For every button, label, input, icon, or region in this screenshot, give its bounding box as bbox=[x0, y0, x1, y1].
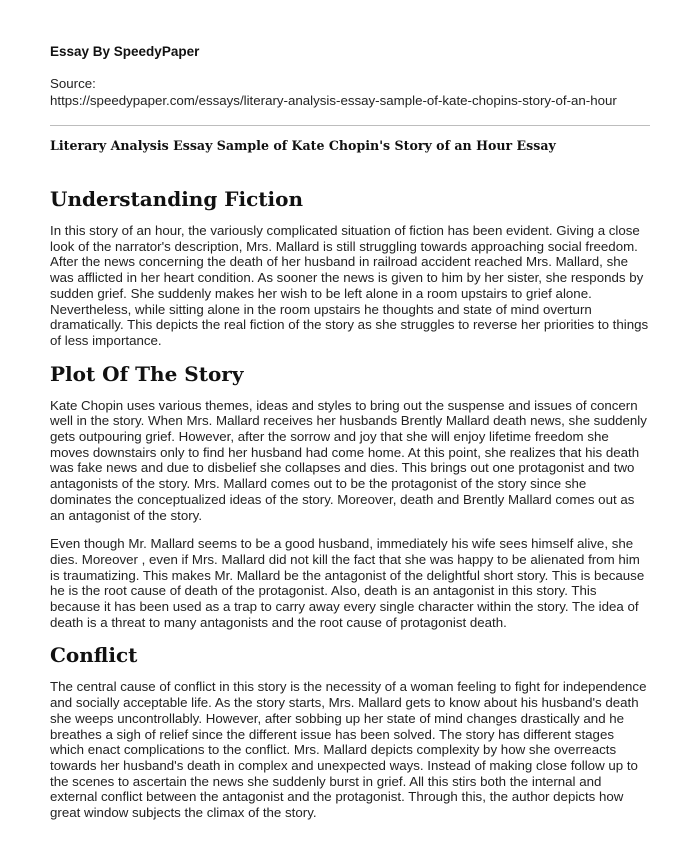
document-title: Literary Analysis Essay Sample of Kate Chopin's Story of an Hour Essay bbox=[50, 138, 556, 153]
brand-title: Essay By SpeedyPaper bbox=[50, 44, 200, 59]
section-heading: Plot Of The Story bbox=[50, 361, 244, 386]
source-url: https://speedypaper.com/essays/literary-analysis-essay-sample-of-kate-chopins-story-of-an-hour bbox=[50, 93, 617, 108]
paragraph: Even though Mr. Mallard seems to be a good husband, immediately his wife sees himself alive, she dies. Moreover , even if Mrs. Mallard did not kill the fact that she was happy to be alienated from him is traumatizing. This makes Mr. Mallard be the antagonist of the delightful short story. This is because he is the root cause of death of the protagonist. Also, death is an antagonist in this story. This because it has been used as a trap to carry away every single character within the story. The idea of death is a threat to many antagonists and the root cause of protagonist death. bbox=[50, 536, 645, 630]
paragraph: The central cause of conflict in this story is the necessity of a woman feeling to fight for independence and socially acceptable life. As the story starts, Mrs. Mallard gets to know about his husband's death she weeps uncontrollably. However, after sobbing up her state of mind changes drastically and he breathes a sigh of relief since the different issue has been solved. The story has different stages which enact complications to the conflict. Mrs. Mallard depicts complexity by how she overreacts towards her husband's death in complex and unexpected ways. Instead of making close follow up to the scenes to ascertain the news she suddenly burst in grief. All this stirs both the internal and external conflict between the antagonist and the protagonist. Through this, the author depicts how great window subjects the climax of the story. bbox=[50, 679, 647, 821]
section-understanding-fiction bbox=[50, 187, 650, 349]
source-label: Source: bbox=[50, 76, 96, 91]
section-heading: Understanding Fiction bbox=[50, 187, 303, 211]
section-plot-of-the-story bbox=[50, 362, 650, 631]
paragraph: Kate Chopin uses various themes, ideas and styles to bring out the suspense and issues of concern well in the story. When Mrs. Mallard receives her husbands Brently Mallard death news, she suddenly gets outpouring grief. However, after the sorrow and joy that she will enjoy lifetime freedom she moves downstairs only to find her husband had come home. At this point, she realizes that his death was fake news and due to disbelief she collapses and dies. This brings out one protagonist and two antagonists of the story. Mrs. Mallard comes out to be the protagonist of the story since she dominates the conceptualized ideas of the story. Moreover, death and Brently Mallard comes out as an antagonist of the story. bbox=[50, 397, 647, 523]
section-heading: Conflict bbox=[50, 643, 138, 668]
header-divider bbox=[50, 125, 650, 126]
section-conflict bbox=[50, 643, 650, 820]
paragraph: In this story of an hour, the variously complicated situation of fiction has been evident. Giving a close look of the narrator's description, Mrs. Mallard is still struggling towards approaching social freedom. After the news concerning the death of her husband in railroad accident reached Mrs. Mallard, she was afflicted in her heart condition. As sooner the news is given to him by her sister, she responds by sudden grief. She suddenly makes her wish to be left alone in a room upstairs to grief alone. Nevertheless, while sitting alone in the room upstairs he thoughts and state of mind overturn dramatically. This depicts the real fiction of the story as she struggles to reverse her priorities to things of less importance. bbox=[50, 223, 649, 348]
